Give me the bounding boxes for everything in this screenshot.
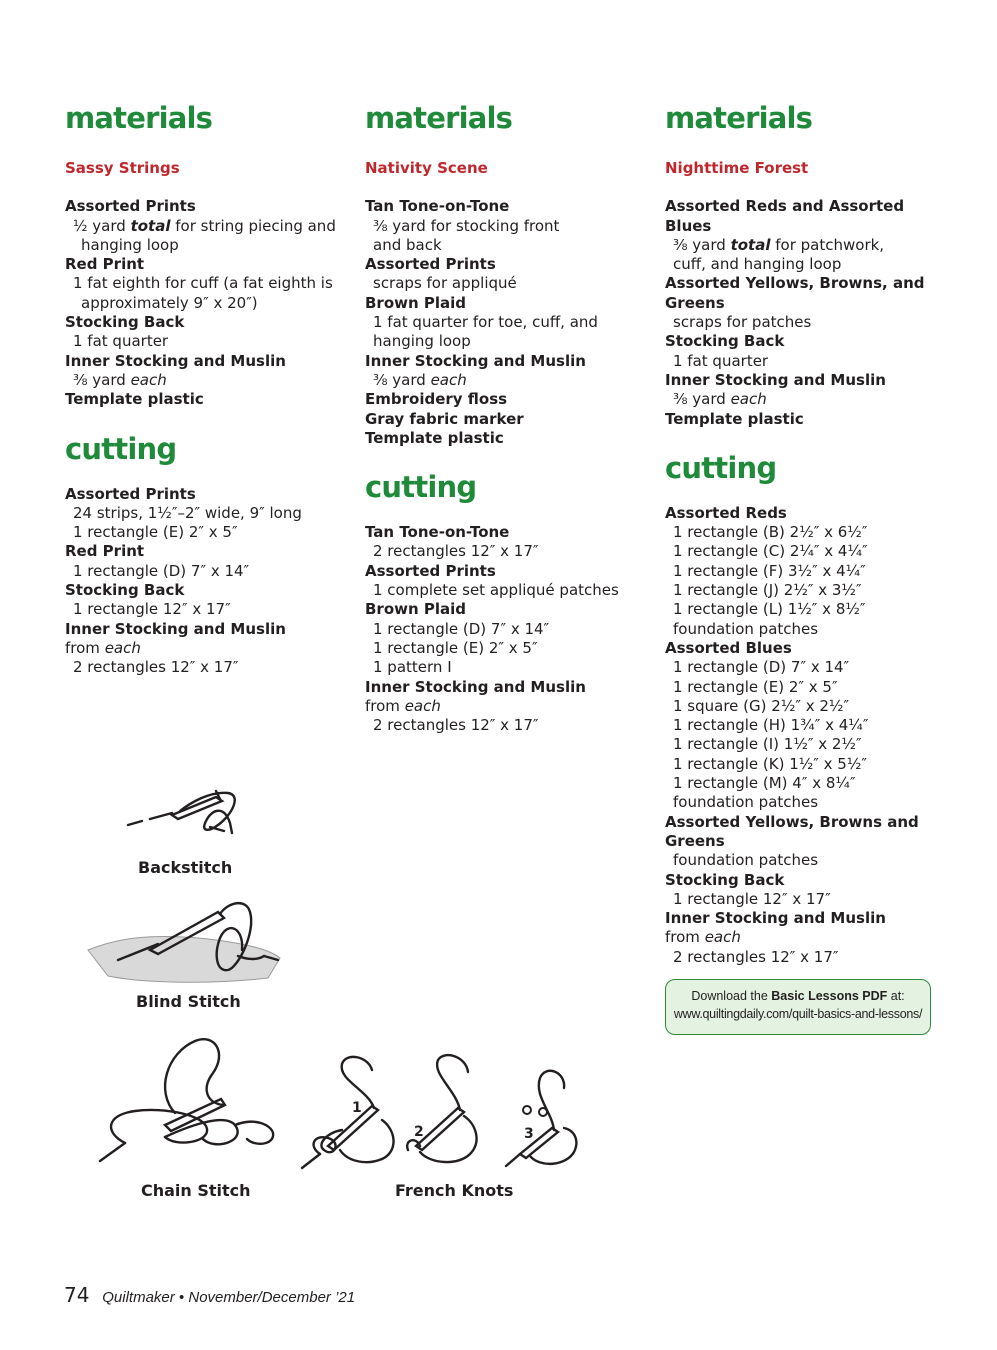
fabric-category: Greens bbox=[665, 293, 725, 312]
fabric-category: Red Print bbox=[65, 542, 145, 561]
french-knots-illustration bbox=[298, 1050, 578, 1175]
fabric-category: Inner Stocking and Muslin bbox=[665, 909, 886, 928]
list-item bbox=[665, 890, 955, 909]
list-item bbox=[65, 523, 355, 542]
blind-stitch-caption: Blind Stitch bbox=[136, 992, 241, 1011]
fabric-category: Assorted Yellows, Browns, and bbox=[665, 274, 925, 293]
list-item bbox=[65, 600, 355, 619]
list-item bbox=[65, 639, 355, 658]
list-item-text: each bbox=[430, 370, 467, 389]
magazine-name: Quiltmaker bbox=[102, 1289, 175, 1306]
download-text bbox=[666, 987, 930, 1005]
fabric-category: Tan Tone-on-Tone bbox=[365, 197, 510, 216]
list-item-text: for string piecing and bbox=[170, 216, 336, 235]
list-item-text: 1 rectangle (F) 3½″ x 4¼″ bbox=[673, 561, 866, 580]
list-item-text: 1 rectangle 12″ x 17″ bbox=[673, 889, 831, 908]
fabric-category: Stocking Back bbox=[665, 332, 785, 351]
column-nativity-scene bbox=[365, 101, 655, 735]
list-item-text: from bbox=[365, 696, 405, 715]
fabric-category: Tan Tone-on-Tone bbox=[365, 523, 510, 542]
footer-separator: • bbox=[174, 1289, 189, 1306]
list-item bbox=[365, 236, 655, 255]
list-item-text: hanging loop bbox=[373, 332, 471, 351]
list-item-text: scraps for patches bbox=[673, 313, 812, 332]
cutting-list bbox=[365, 523, 655, 735]
fabric-category: Template plastic bbox=[665, 409, 804, 428]
cutting-heading: cutting bbox=[65, 431, 177, 466]
list-item-text: 1 rectangle (E) 2″ x 5″ bbox=[673, 677, 838, 696]
list-item-text: 1 rectangle (J) 2½″ x 3½″ bbox=[673, 581, 862, 600]
list-item bbox=[665, 948, 955, 967]
list-item-text: total bbox=[130, 216, 171, 235]
cutting-list bbox=[65, 485, 355, 678]
list-item bbox=[65, 294, 355, 313]
list-item bbox=[365, 371, 655, 390]
fabric-category: Inner Stocking and Muslin bbox=[365, 351, 586, 370]
list-item-text: each bbox=[730, 390, 767, 409]
list-item bbox=[665, 255, 955, 274]
download-prefix: Download the bbox=[691, 989, 772, 1003]
list-item-text: 1 rectangle (I) 1½″ x 2½″ bbox=[673, 735, 862, 754]
list-item-text: 1 fat quarter for toe, cuff, and bbox=[373, 313, 598, 332]
column-sassy-strings bbox=[65, 101, 355, 678]
list-item bbox=[65, 504, 355, 523]
list-item bbox=[665, 678, 955, 697]
list-item-text: from bbox=[65, 638, 105, 657]
fabric-category: Embroidery floss bbox=[365, 390, 508, 409]
list-item bbox=[665, 697, 955, 716]
list-item-text: for patchwork, bbox=[770, 235, 885, 254]
step-3-label: 3 bbox=[524, 1126, 534, 1142]
french-knots-caption: French Knots bbox=[395, 1181, 514, 1200]
project-title: Nativity Scene bbox=[365, 159, 488, 177]
list-item-text: 24 strips, 1½″–2″ wide, 9″ long bbox=[73, 503, 302, 522]
list-item-text: 1 rectangle (L) 1½″ x 8½″ bbox=[673, 600, 866, 619]
fabric-category: Assorted Prints bbox=[65, 197, 196, 216]
list-item bbox=[665, 236, 955, 255]
list-item-text: 1 rectangle (E) 2″ x 5″ bbox=[73, 523, 238, 542]
step-2-label: 2 bbox=[414, 1124, 424, 1140]
list-item-text: 1 complete set appliqué patches bbox=[373, 581, 619, 600]
fabric-category: Assorted Reds and Assorted Blues bbox=[665, 197, 905, 235]
fabric-category: Template plastic bbox=[365, 428, 504, 447]
download-pdf-name: Basic Lessons PDF bbox=[771, 989, 888, 1003]
backstitch-caption: Backstitch bbox=[138, 858, 233, 877]
fabric-category: Assorted Yellows, Browns and bbox=[665, 812, 919, 831]
list-item-text: scraps for appliqué bbox=[373, 274, 517, 293]
list-item-text: each bbox=[704, 928, 741, 947]
list-item-text: from bbox=[665, 928, 705, 947]
list-item bbox=[665, 774, 955, 793]
list-item bbox=[65, 562, 355, 581]
list-item-text: hanging loop bbox=[81, 235, 179, 254]
list-item bbox=[665, 523, 955, 542]
list-item-text: 1 square (G) 2½″ x 2½″ bbox=[673, 696, 850, 715]
fabric-category: Assorted Prints bbox=[65, 484, 196, 503]
list-item-text: ½ yard bbox=[73, 216, 131, 235]
list-item bbox=[65, 332, 355, 351]
fabric-category: Inner Stocking and Muslin bbox=[365, 677, 586, 696]
list-item-text: 1 rectangle (E) 2″ x 5″ bbox=[373, 638, 538, 657]
list-item-text: foundation patches bbox=[673, 851, 819, 870]
list-item bbox=[365, 542, 655, 561]
list-item bbox=[365, 581, 655, 600]
list-item bbox=[65, 658, 355, 677]
cutting-heading: cutting bbox=[365, 470, 477, 505]
fabric-category: Inner Stocking and Muslin bbox=[65, 619, 286, 638]
list-item-text: 1 fat eighth for cuff (a fat eighth is bbox=[73, 274, 333, 293]
list-item-text: 1 fat quarter bbox=[673, 351, 769, 370]
materials-heading: materials bbox=[665, 101, 813, 135]
list-item-text: 1 rectangle (D) 7″ x 14″ bbox=[373, 619, 550, 638]
list-item bbox=[665, 562, 955, 581]
list-item-text: 1 rectangle (M) 4″ x 8¼″ bbox=[673, 774, 856, 793]
list-item bbox=[365, 217, 655, 236]
list-item-text: ⅜ yard bbox=[373, 370, 431, 389]
materials-list bbox=[665, 197, 955, 429]
page-number: 74 bbox=[64, 1283, 90, 1307]
project-title: Sassy Strings bbox=[65, 159, 180, 177]
list-item-text: 1 rectangle (H) 1¾″ x 4¼″ bbox=[673, 716, 869, 735]
materials-list bbox=[365, 197, 655, 448]
list-item-text: ⅜ yard for stocking front bbox=[373, 216, 560, 235]
step-1-label: 1 bbox=[352, 1100, 362, 1116]
materials-list bbox=[65, 197, 355, 409]
issue-date: November/December ’21 bbox=[188, 1289, 356, 1306]
fabric-category: Red Print bbox=[65, 255, 145, 274]
materials-heading: materials bbox=[65, 101, 213, 135]
fabric-category: Greens bbox=[665, 831, 725, 850]
materials-heading: materials bbox=[365, 101, 513, 135]
fabric-category: Stocking Back bbox=[65, 581, 185, 600]
download-suffix: at: bbox=[887, 989, 905, 1003]
cutting-heading: cutting bbox=[665, 450, 777, 485]
chain-stitch-illustration bbox=[95, 1033, 285, 1168]
list-item-text: foundation patches bbox=[673, 793, 819, 812]
list-item-text: 1 rectangle (C) 2¼″ x 4¼″ bbox=[673, 542, 868, 561]
fabric-category: Assorted Blues bbox=[665, 638, 792, 657]
fabric-category: Brown Plaid bbox=[365, 600, 467, 619]
list-item bbox=[665, 755, 955, 774]
list-item bbox=[65, 371, 355, 390]
fabric-category: Stocking Back bbox=[65, 313, 185, 332]
fabric-category: Assorted Reds bbox=[665, 503, 787, 522]
list-item bbox=[65, 274, 355, 293]
column-nighttime-forest bbox=[665, 101, 955, 967]
list-item-text: 1 rectangle (B) 2½″ x 6½″ bbox=[673, 523, 868, 542]
list-item-text: ⅜ yard bbox=[673, 235, 731, 254]
list-item-text: 2 rectangles 12″ x 17″ bbox=[73, 658, 239, 677]
chain-stitch-caption: Chain Stitch bbox=[141, 1181, 251, 1200]
fabric-category: Stocking Back bbox=[665, 870, 785, 889]
list-item bbox=[665, 620, 955, 639]
list-item-text: cuff, and hanging loop bbox=[673, 255, 842, 274]
list-item-text: total bbox=[730, 235, 771, 254]
fabric-category: Template plastic bbox=[65, 390, 204, 409]
list-item-text: foundation patches bbox=[673, 619, 819, 638]
fabric-category: Gray fabric marker bbox=[365, 409, 524, 428]
download-callout bbox=[665, 979, 931, 1035]
fabric-category: Inner Stocking and Muslin bbox=[65, 351, 286, 370]
backstitch-illustration bbox=[120, 785, 250, 845]
list-item bbox=[665, 352, 955, 371]
list-item bbox=[365, 716, 655, 735]
list-item-text: each bbox=[404, 696, 441, 715]
list-item-text: 2 rectangles 12″ x 17″ bbox=[673, 947, 839, 966]
list-item bbox=[665, 313, 955, 332]
list-item-text: ⅜ yard bbox=[673, 390, 731, 409]
list-item bbox=[365, 620, 655, 639]
blind-stitch-illustration bbox=[88, 898, 288, 990]
list-item bbox=[665, 581, 955, 600]
list-item-text: 1 rectangle 12″ x 17″ bbox=[73, 600, 231, 619]
list-item bbox=[665, 851, 955, 870]
list-item bbox=[65, 236, 355, 255]
list-item bbox=[665, 542, 955, 561]
list-item-text: 1 pattern I bbox=[373, 658, 452, 677]
list-item-text: ⅜ yard bbox=[73, 370, 131, 389]
list-item-text: approximately 9″ x 20″) bbox=[81, 293, 258, 312]
list-item-text: 1 fat quarter bbox=[73, 332, 169, 351]
list-item bbox=[665, 793, 955, 812]
list-item-text: each bbox=[130, 370, 167, 389]
page-footer bbox=[64, 1283, 355, 1307]
cutting-list bbox=[665, 504, 955, 967]
list-item bbox=[365, 332, 655, 351]
list-item-text: each bbox=[104, 638, 141, 657]
list-item-text: 1 rectangle (D) 7″ x 14″ bbox=[673, 658, 850, 677]
list-item bbox=[665, 716, 955, 735]
download-link[interactable]: www.quiltingdaily.com/quilt-basics-and-lessons/ bbox=[673, 1007, 923, 1021]
list-item-text: 2 rectangles 12″ x 17″ bbox=[373, 542, 539, 561]
list-item-text: 2 rectangles 12″ x 17″ bbox=[373, 716, 539, 735]
list-item bbox=[665, 658, 955, 677]
list-item bbox=[665, 928, 955, 947]
fabric-category: Assorted Prints bbox=[365, 561, 496, 580]
list-item bbox=[365, 313, 655, 332]
list-item-text: 1 rectangle (K) 1½″ x 5½″ bbox=[673, 754, 867, 773]
list-item bbox=[665, 600, 955, 619]
list-item-text: and back bbox=[373, 235, 442, 254]
fabric-category: Inner Stocking and Muslin bbox=[665, 370, 886, 389]
list-item bbox=[365, 658, 655, 677]
list-item bbox=[365, 639, 655, 658]
list-item-text: 1 rectangle (D) 7″ x 14″ bbox=[73, 561, 250, 580]
list-item bbox=[65, 217, 355, 236]
project-title: Nighttime Forest bbox=[665, 159, 809, 177]
list-item bbox=[665, 390, 955, 409]
list-item bbox=[665, 735, 955, 754]
fabric-category: Brown Plaid bbox=[365, 293, 467, 312]
list-item bbox=[365, 274, 655, 293]
list-item bbox=[365, 697, 655, 716]
fabric-category: Assorted Prints bbox=[365, 255, 496, 274]
